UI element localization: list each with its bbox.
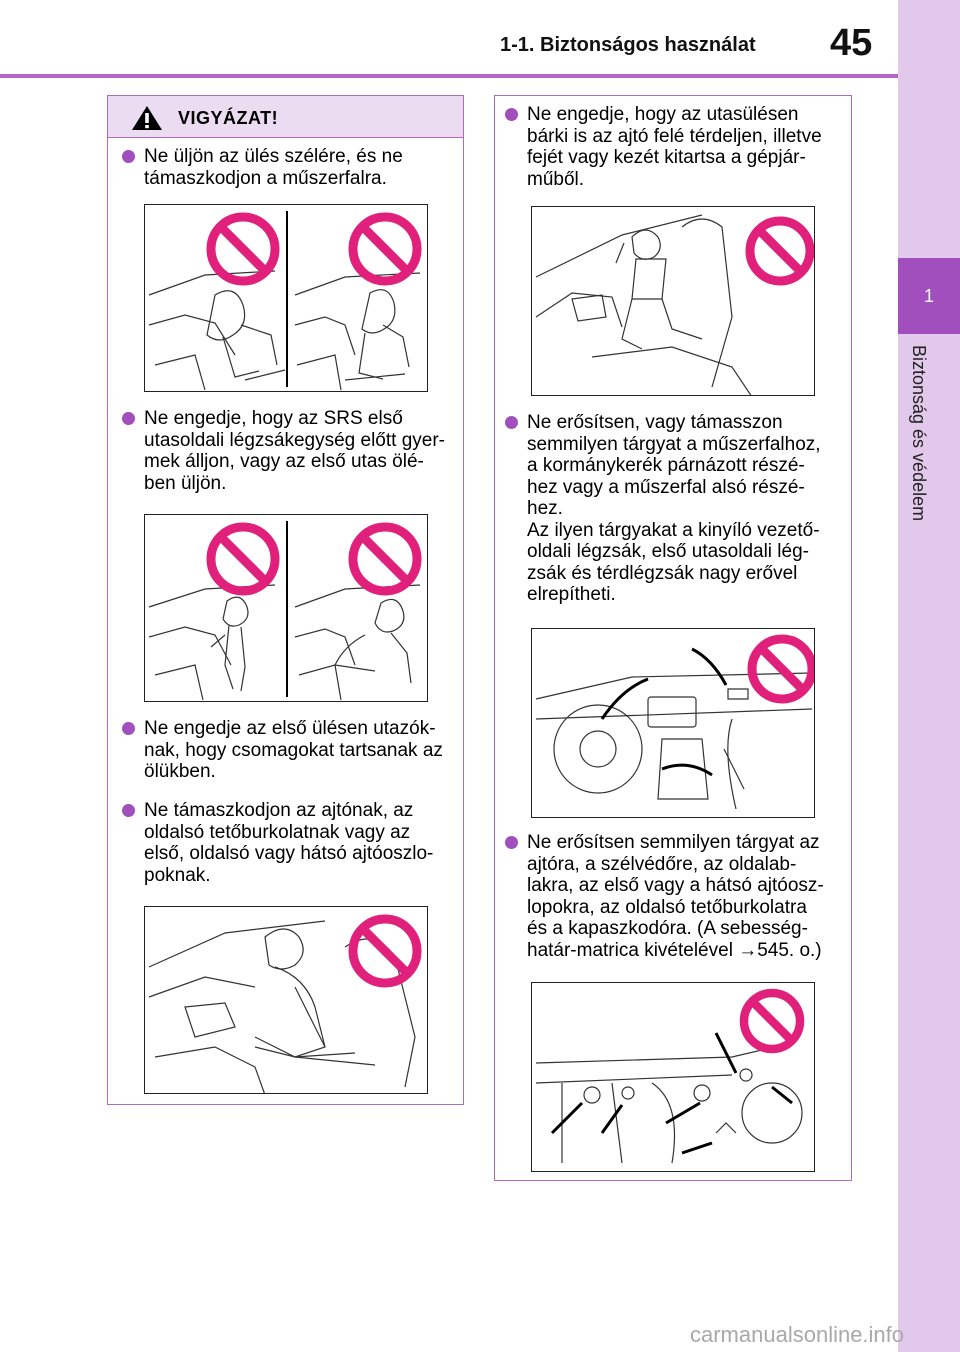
section-title: 1-1. Biztonságos használat xyxy=(500,34,756,56)
bullet-dot xyxy=(505,108,518,121)
list-item xyxy=(505,104,845,190)
illustration-leaning-on-door xyxy=(144,906,428,1094)
warning-header xyxy=(108,96,463,138)
list-item xyxy=(122,800,457,886)
list-item-text: Ne erősítsen, vagy támasszon semmilyen tárgyat a műszerfalhoz, a kormánykerék párnázott részé- hez vagy a műszerfal alsó részé- hez. Az ilyen tárgyakat a kinyíló vezető- oldali légzsák, első utasoldali lég- zsák és térdlégzsák nagy erővel elrepítheti. xyxy=(527,412,821,605)
prohibition-sign-icon xyxy=(211,217,275,281)
list-item xyxy=(505,412,845,606)
list-item xyxy=(505,832,845,961)
list-item-text: Ne engedje, hogy az utasülésen bárki is az ajtó felé térdeljen, illetve fejét vagy kezét kitartsa a gépjár- műből. xyxy=(527,104,822,190)
list-item-text: Ne támaszkodjon az ajtónak, az oldalsó tetőburkolatnak vagy az első, oldalsó vagy hátsó ajtóoszlo- poknak. xyxy=(144,800,434,886)
warning-triangle-icon xyxy=(130,104,164,132)
prohibition-sign-icon xyxy=(752,639,812,699)
watermark: carmanualsonline.info xyxy=(690,1322,905,1347)
chapter-title: Biztonság és védelem xyxy=(909,345,929,522)
illustration-objects-on-dashboard xyxy=(531,628,815,818)
chapter-tab xyxy=(898,0,960,1352)
list-item-text: Ne engedje az első ülésen utazók- nak, hogy csomagokat tartsanak az ölükben. xyxy=(144,718,443,782)
header-rule xyxy=(0,74,898,78)
list-item xyxy=(122,408,457,494)
page-number: 45 xyxy=(830,22,873,64)
prohibition-sign-icon xyxy=(353,527,417,591)
prohibition-sign-icon xyxy=(750,221,810,281)
warning-box-left xyxy=(107,95,464,1105)
bullet-dot xyxy=(122,804,135,817)
bullet-dot xyxy=(122,412,135,425)
illustration-objects-on-windshield xyxy=(531,982,815,1172)
illustration-dashboard-lean xyxy=(144,204,428,392)
list-item xyxy=(122,146,457,189)
list-item-text: Ne erősítsen semmilyen tárgyat az ajtóra, a szélvédőre, az oldalab- lakra, az első vagy a hátsó ajtóosz- lopokra, az oldalsó tetőburkolatra és a kapaszkodóra. (A sebesség- határ-matrica kivételével →545. o.) xyxy=(527,832,824,961)
bullet-dot xyxy=(505,836,518,849)
list-item-text: Ne engedje, hogy az SRS első utasoldali légzsákegység előtt gyer- mek álljon, vagy az első utas ölé- ben üljön. xyxy=(144,408,446,494)
illustration-child-front-seat xyxy=(144,514,428,702)
bullet-dot xyxy=(122,150,135,163)
illustration-kneeling-passenger xyxy=(531,206,815,396)
page-header xyxy=(0,0,898,80)
prohibition-sign-icon xyxy=(211,527,275,591)
bullet-dot xyxy=(505,416,518,429)
warning-box-right xyxy=(494,95,852,1181)
chapter-number: 1 xyxy=(923,286,934,306)
prohibition-sign-icon xyxy=(353,217,417,281)
bullet-dot xyxy=(122,722,135,735)
warning-title: VIGYÁZAT! xyxy=(178,108,279,128)
prohibition-sign-icon xyxy=(353,919,417,983)
list-item-text: Ne üljön az ülés szélére, és ne támaszkodjon a műszerfalra. xyxy=(144,146,403,189)
list-item xyxy=(122,718,457,783)
prohibition-sign-icon xyxy=(744,993,800,1049)
